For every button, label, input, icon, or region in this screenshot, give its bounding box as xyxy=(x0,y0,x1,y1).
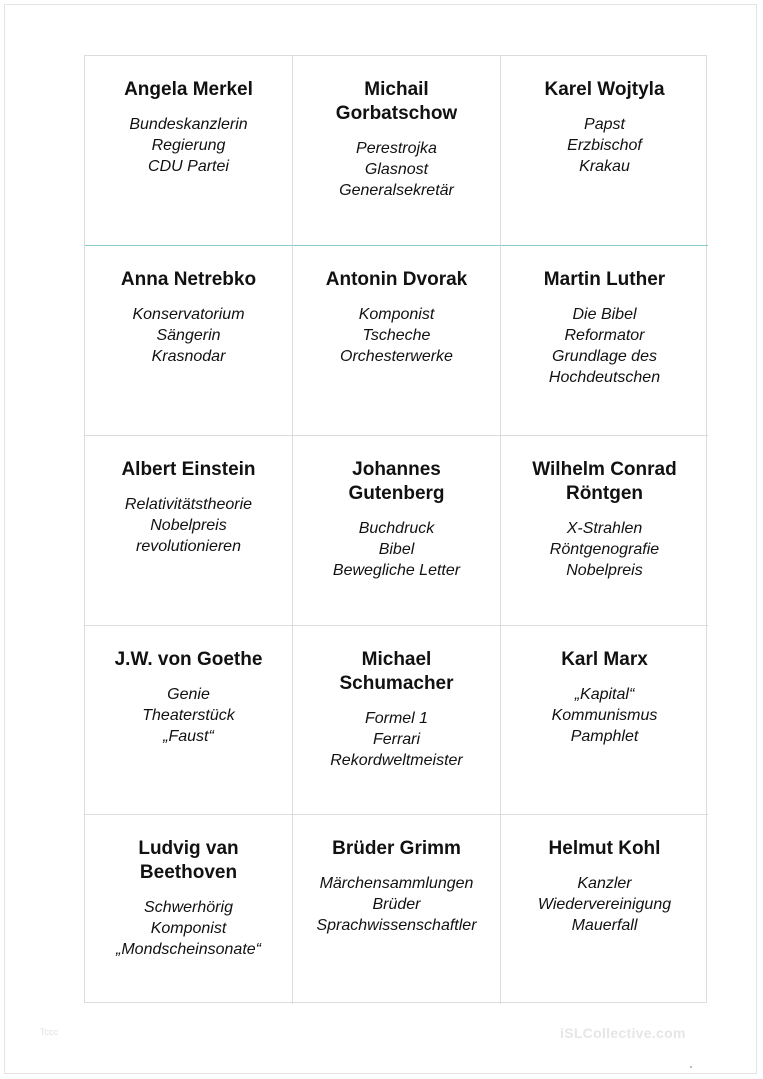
clue-text: Komponist xyxy=(150,920,227,937)
clue-text: revolutionieren xyxy=(136,538,241,555)
person-name: Ludvig van Beethoven xyxy=(138,838,239,883)
clue-text: Buchdruck xyxy=(358,520,435,537)
person-name: Johannes Gutenberg xyxy=(348,459,445,504)
person-name: Karel Wojtyla xyxy=(544,79,665,100)
clue-list xyxy=(85,684,292,747)
person-card xyxy=(293,626,501,815)
clue-text: Hochdeutschen xyxy=(548,369,661,386)
clue-list xyxy=(293,304,500,367)
clue-list xyxy=(501,304,708,388)
clue-text: Brüder xyxy=(372,896,421,913)
person-card xyxy=(501,436,708,626)
clue-text: Rekordweltmeister xyxy=(330,752,463,769)
clue-text: Kommunismus xyxy=(551,707,658,724)
clue-list xyxy=(501,518,708,581)
footer-dot xyxy=(690,1066,692,1068)
clue-text: Ferrari xyxy=(372,731,421,748)
clue-list xyxy=(85,114,292,177)
card-grid xyxy=(84,55,707,1003)
clue-text: Kanzler xyxy=(577,875,632,892)
person-name: Helmut Kohl xyxy=(548,838,661,859)
person-name: J.W. von Goethe xyxy=(114,649,263,670)
person-name: Michail Gorbatschow xyxy=(335,79,458,124)
clue-text: Die Bibel xyxy=(572,306,637,323)
clue-text: Nobelpreis xyxy=(566,562,643,579)
clue-text: Relativitätstheorie xyxy=(124,496,253,513)
person-card xyxy=(501,246,708,436)
clue-list xyxy=(501,873,708,936)
person-name: Wilhelm Conrad Röntgen xyxy=(532,459,677,504)
clue-text: „Mondscheinsonate“ xyxy=(116,941,261,958)
clue-text: Mauerfall xyxy=(571,917,638,934)
watermark-logo: iSLCollective.com xyxy=(560,1025,686,1041)
clue-text: Genie xyxy=(167,686,210,703)
clue-text: Konservatorium xyxy=(132,306,245,323)
clue-text: Bundeskanzlerin xyxy=(129,116,248,133)
clue-list xyxy=(85,304,292,367)
person-card xyxy=(85,246,293,436)
person-card xyxy=(501,815,708,1004)
clue-text: Pamphlet xyxy=(570,728,639,745)
person-name: Michael Schumacher xyxy=(339,649,454,694)
clue-text: CDU Partei xyxy=(148,158,229,175)
clue-text: Märchensammlungen xyxy=(319,875,474,892)
clue-text: Bibel xyxy=(378,541,415,558)
clue-list xyxy=(501,114,708,177)
clue-list xyxy=(85,494,292,557)
clue-text: X-Strahlen xyxy=(566,520,643,537)
clue-text: Sängerin xyxy=(156,327,221,344)
clue-text: Sprachwissenschaftler xyxy=(316,917,477,934)
person-card xyxy=(501,626,708,815)
clue-list xyxy=(293,873,500,936)
clue-text: Reformator xyxy=(564,327,645,344)
clue-text: Bewegliche Letter xyxy=(332,562,461,579)
person-card xyxy=(501,56,708,246)
clue-text: Theaterstück xyxy=(142,707,235,724)
clue-text: Grundlage des xyxy=(552,348,657,365)
clue-text: Röntgenografie xyxy=(549,541,660,558)
clue-list xyxy=(293,138,500,201)
clue-text: Komponist xyxy=(358,306,435,323)
footer-left-text: Tccc xyxy=(40,1027,58,1037)
clue-text: Krakau xyxy=(579,158,630,175)
person-name: Brüder Grimm xyxy=(332,838,461,859)
clue-text: Schwerhörig xyxy=(144,899,233,916)
clue-text: Nobelpreis xyxy=(150,517,227,534)
clue-text: Glasnost xyxy=(364,161,429,178)
clue-text: Wiedervereinigung xyxy=(537,896,672,913)
person-card xyxy=(85,56,293,246)
person-name: Martin Luther xyxy=(543,269,666,290)
person-card xyxy=(293,815,501,1004)
person-card xyxy=(293,56,501,246)
clue-list xyxy=(293,518,500,581)
clue-list xyxy=(293,708,500,771)
person-card xyxy=(293,246,501,436)
clue-text: Formel 1 xyxy=(364,710,429,727)
person-card xyxy=(85,626,293,815)
clue-text: „Kapital“ xyxy=(574,686,635,703)
clue-text: „Faust“ xyxy=(163,728,214,745)
clue-list xyxy=(501,684,708,747)
clue-list xyxy=(85,897,292,960)
clue-text: Regierung xyxy=(151,137,226,154)
person-card xyxy=(293,436,501,626)
clue-text: Generalsekretär xyxy=(339,182,454,199)
clue-text: Papst xyxy=(584,116,625,133)
person-name: Anna Netrebko xyxy=(120,269,257,290)
person-name: Angela Merkel xyxy=(124,79,253,100)
clue-text: Krasnodar xyxy=(151,348,226,365)
clue-text: Tscheche xyxy=(362,327,431,344)
clue-text: Orchesterwerke xyxy=(340,348,453,365)
person-name: Karl Marx xyxy=(561,649,648,670)
person-card xyxy=(85,436,293,626)
clue-text: Perestrojka xyxy=(356,140,437,157)
person-card xyxy=(85,815,293,1004)
person-name: Antonin Dvorak xyxy=(325,269,468,290)
clue-text: Erzbischof xyxy=(567,137,642,154)
person-name: Albert Einstein xyxy=(121,459,256,480)
